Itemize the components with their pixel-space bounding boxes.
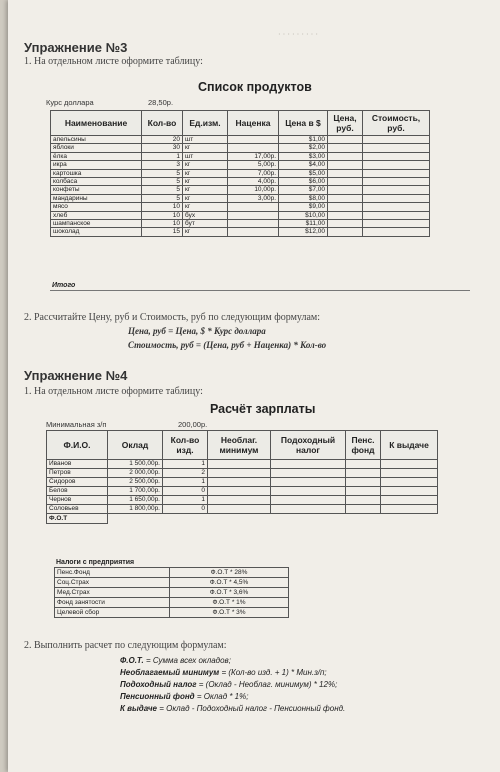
table-cell [228,236,279,244]
table-cell [208,469,271,478]
table-cell: шт [183,152,228,160]
table-cell: 10 [142,220,183,228]
table-cell: кг [183,203,228,211]
table-row [51,211,430,219]
table-cell: $5,00 [279,169,328,177]
table-cell [363,152,430,160]
formula-definition: = (Оклад - Необлаг. минимум) * 12%; [196,680,338,689]
table-cell [363,186,430,194]
table-cell: $10,00 [279,211,328,219]
table-cell: Белов [47,487,108,496]
formula-term: Необлагаемый минимум [120,668,220,677]
table-cell [346,487,381,496]
table-cell [381,478,438,487]
table-cell: 3 [142,161,183,169]
table-cell [208,460,271,469]
table-cell [271,487,346,496]
col-markup: Наценка [228,111,279,136]
salary-header-row [47,431,438,460]
total-label: Итого [52,282,76,289]
table-cell: $8,00 [279,194,328,202]
table-cell: картошка [51,169,142,177]
table-cell: 5 [142,169,183,177]
table-cell [271,505,346,514]
ex3-rate-value: 28,50р. [148,98,174,107]
table-cell [363,236,430,244]
table-cell: 1 500,00р. [108,460,163,469]
table-cell: бут [183,220,228,228]
table-row [51,178,430,186]
table-cell [271,460,346,469]
total-underline [50,290,470,291]
table-row [47,505,438,514]
table-cell: кг [183,161,228,169]
table-cell [363,203,430,211]
table-cell [346,460,381,469]
table-cell: 5 [142,186,183,194]
table-cell: 10 [142,203,183,211]
table-cell [363,178,430,186]
table-row [51,136,430,144]
table-cell [228,136,279,144]
salary-table [46,430,438,524]
table-cell: апельсины [51,136,142,144]
table-cell: шоколад [51,228,142,236]
products-header-row [51,111,430,136]
table-row [51,236,430,244]
table-row [51,152,430,160]
table-cell [363,228,430,236]
table-cell: ёлка [51,152,142,160]
taxes-table [54,567,289,618]
table-cell [228,144,279,152]
table-cell [328,211,363,219]
table-cell: Иванов [47,460,108,469]
table-row [51,203,430,211]
table-cell: 3,00р. [228,194,279,202]
table-cell: кг [183,169,228,177]
table-row [47,514,438,524]
table-cell: 10 [142,211,183,219]
table-cell [228,203,279,211]
formula-line [120,692,248,701]
ex3-title: Упражнение №3 [24,40,128,55]
table-cell: Ф.О.Т * 28% [170,568,289,578]
table-cell: $7,00 [279,186,328,194]
table-cell [363,220,430,228]
table-cell [271,469,346,478]
table-cell [346,514,381,524]
formula-term: Ф.О.Т. [120,656,144,665]
table-cell: бух [183,211,228,219]
table-cell: Ф.О.Т * 3,6% [170,588,289,598]
table-cell: кг [183,178,228,186]
table-cell: шампанское [51,220,142,228]
table-cell: Ф.О.Т * 4,5% [170,578,289,588]
formula-definition: = Оклад - Подоходный налог - Пенсионный фонд. [157,704,346,713]
table-cell: 0 [163,487,208,496]
table-cell [279,236,328,244]
table-cell [328,144,363,152]
table-row [51,186,430,194]
table-cell [163,514,208,524]
col-cost-rub: Стоимость, руб. [363,111,430,136]
table-cell [328,236,363,244]
products-table [50,110,430,244]
table-cell: 2 [163,469,208,478]
worksheet-page [8,0,500,772]
table-cell [381,460,438,469]
table-cell [346,505,381,514]
table-cell: Пенс.Фонд [55,568,170,578]
col-untaxed-min: Необлаг. минимум [208,431,271,460]
table-cell: 30 [142,144,183,152]
table-cell [208,487,271,496]
table-cell: Соловьев [47,505,108,514]
table-cell: $4,00 [279,161,328,169]
table-cell: 1 700,00р. [108,487,163,496]
table-cell: Сидоров [47,478,108,487]
formula-term: К выдаче [120,704,158,713]
table-cell: 1 [163,460,208,469]
table-cell: 5 [142,178,183,186]
table-cell [271,478,346,487]
formula-term: Пенсионный фонд [120,692,195,701]
table-cell: Чернов [47,496,108,505]
table-cell [142,236,183,244]
table-cell: $2,00 [279,144,328,152]
table-cell: Петров [47,469,108,478]
table-cell [328,178,363,186]
table-cell: мясо [51,203,142,211]
formula-definition: = Оклад * 1%; [194,692,249,701]
ex4-task2: 2. Выполнить расчет по следующим формулам: [24,640,227,651]
table-cell [228,211,279,219]
table-cell: $1,00 [279,136,328,144]
table-row [51,144,430,152]
table-cell [271,496,346,505]
table-cell [363,211,430,219]
table-row [47,487,438,496]
table-cell: 5,00р. [228,161,279,169]
table-cell [328,152,363,160]
table-cell: 1 [163,478,208,487]
table-cell [346,496,381,505]
ex3-table-title: Список продуктов [198,80,312,94]
table-cell: яблоки [51,144,142,152]
ex3-task: 1. На отдельном листе оформите таблицу: [24,56,203,67]
ex4-task: 1. На отдельном листе оформите таблицу: [24,386,203,397]
table-cell: 20 [142,136,183,144]
table-cell [346,469,381,478]
table-cell [51,236,142,244]
col-income-tax: Подоходный налог [271,431,346,460]
table-cell: 1 800,00р. [108,505,163,514]
formula-definition: = Сумма всех окладов; [143,656,231,665]
fot-label: Ф.О.Т [47,514,108,524]
table-cell: колбаса [51,178,142,186]
ex4-min-value: 200,00р. [178,420,208,429]
table-cell [328,136,363,144]
table-cell: хлеб [51,211,142,219]
table-cell [381,496,438,505]
formula-line [120,668,327,677]
table-cell: мандарины [51,194,142,202]
table-cell [346,478,381,487]
table-cell: 1 [142,152,183,160]
formula-line [120,680,337,689]
col-price-rub: Цена, руб. [328,111,363,136]
ex4-table-title: Расчёт зарплаты [210,402,316,416]
table-cell: 4,00р. [228,178,279,186]
taxes-title: Налоги с предприятия [56,559,135,566]
table-cell [381,505,438,514]
table-row [51,169,430,177]
table-cell: кг [183,228,228,236]
bleed-through-text: · · · · · · · · · [278,30,318,39]
formula-cost-rub: Стоимость, руб = (Цена, руб + Наценка) * Кол-во [128,340,327,350]
table-cell [381,514,438,524]
table-cell [208,514,271,524]
table-row [51,220,430,228]
table-cell [363,169,430,177]
table-cell: $6,00 [279,178,328,186]
table-row [51,161,430,169]
table-cell: $9,00 [279,203,328,211]
formula-price-rub: Цена, руб = Цена, $ * Курс доллара [128,326,266,336]
formula-term: Подоходный налог [120,680,197,689]
formula-definition: = (Кол-во изд. + 1) * Мин.з/п; [219,668,327,677]
table-cell [363,144,430,152]
table-cell [208,496,271,505]
table-cell: 0 [163,505,208,514]
table-cell [328,194,363,202]
table-row [47,460,438,469]
col-qty: Кол-во [142,111,183,136]
col-unit: Ед.изм. [183,111,228,136]
table-cell: конфеты [51,186,142,194]
table-cell [208,478,271,487]
table-cell [363,161,430,169]
table-cell: кг [183,144,228,152]
ex3-rate-label: Курс доллара [46,98,94,107]
table-cell [328,161,363,169]
table-row [55,568,289,578]
col-price-usd: Цена в $ [279,111,328,136]
table-row [51,194,430,202]
table-cell [208,505,271,514]
col-payout: К выдаче [381,431,438,460]
table-row [51,228,430,236]
ex4-title: Упражнение №4 [24,368,128,383]
table-cell: 2 500,00р. [108,478,163,487]
table-cell [363,136,430,144]
table-cell [328,203,363,211]
col-salary: Оклад [108,431,163,460]
table-cell [328,186,363,194]
table-row [47,496,438,505]
table-cell: $3,00 [279,152,328,160]
table-cell: 1 [163,496,208,505]
formula-line [120,704,345,713]
table-cell: икра [51,161,142,169]
col-name: Наименование [51,111,142,136]
col-fio: Ф.И.О. [47,431,108,460]
table-cell: 15 [142,228,183,236]
table-cell [328,228,363,236]
col-pension: Пенс. фонд [346,431,381,460]
table-cell: шт [183,136,228,144]
table-row [55,598,289,608]
table-cell: Соц.Страх [55,578,170,588]
col-items: Кол-во изд. [163,431,208,460]
table-cell: 17,00р. [228,152,279,160]
table-row [55,588,289,598]
table-cell: Ф.О.Т * 1% [170,598,289,608]
table-cell: Мед.Страх [55,588,170,598]
table-cell: кг [183,194,228,202]
table-cell: 10,00р. [228,186,279,194]
table-cell: $12,00 [279,228,328,236]
table-cell [271,514,346,524]
table-cell: 2 000,00р. [108,469,163,478]
ex4-min-label: Минимальная з/п [46,420,107,429]
table-cell [228,220,279,228]
table-row [47,478,438,487]
table-cell: 7,00р. [228,169,279,177]
formula-line [120,656,231,665]
table-cell [328,169,363,177]
table-row [55,578,289,588]
table-cell [381,469,438,478]
table-cell: $11,00 [279,220,328,228]
table-cell [363,194,430,202]
table-cell [228,228,279,236]
table-cell: 5 [142,194,183,202]
table-row [47,469,438,478]
table-cell: кг [183,186,228,194]
table-cell [381,487,438,496]
table-cell: Ф.О.Т * 3% [170,608,289,618]
table-cell: Целевой сбор [55,608,170,618]
table-cell: 1 650,00р. [108,496,163,505]
table-cell: Фонд занятости [55,598,170,608]
table-cell [183,236,228,244]
table-row [55,608,289,618]
table-cell [328,220,363,228]
ex3-task2: 2. Рассчитайте Цену, руб и Стоимость, руб по следующим формулам: [24,312,321,323]
table-cell [108,514,163,524]
